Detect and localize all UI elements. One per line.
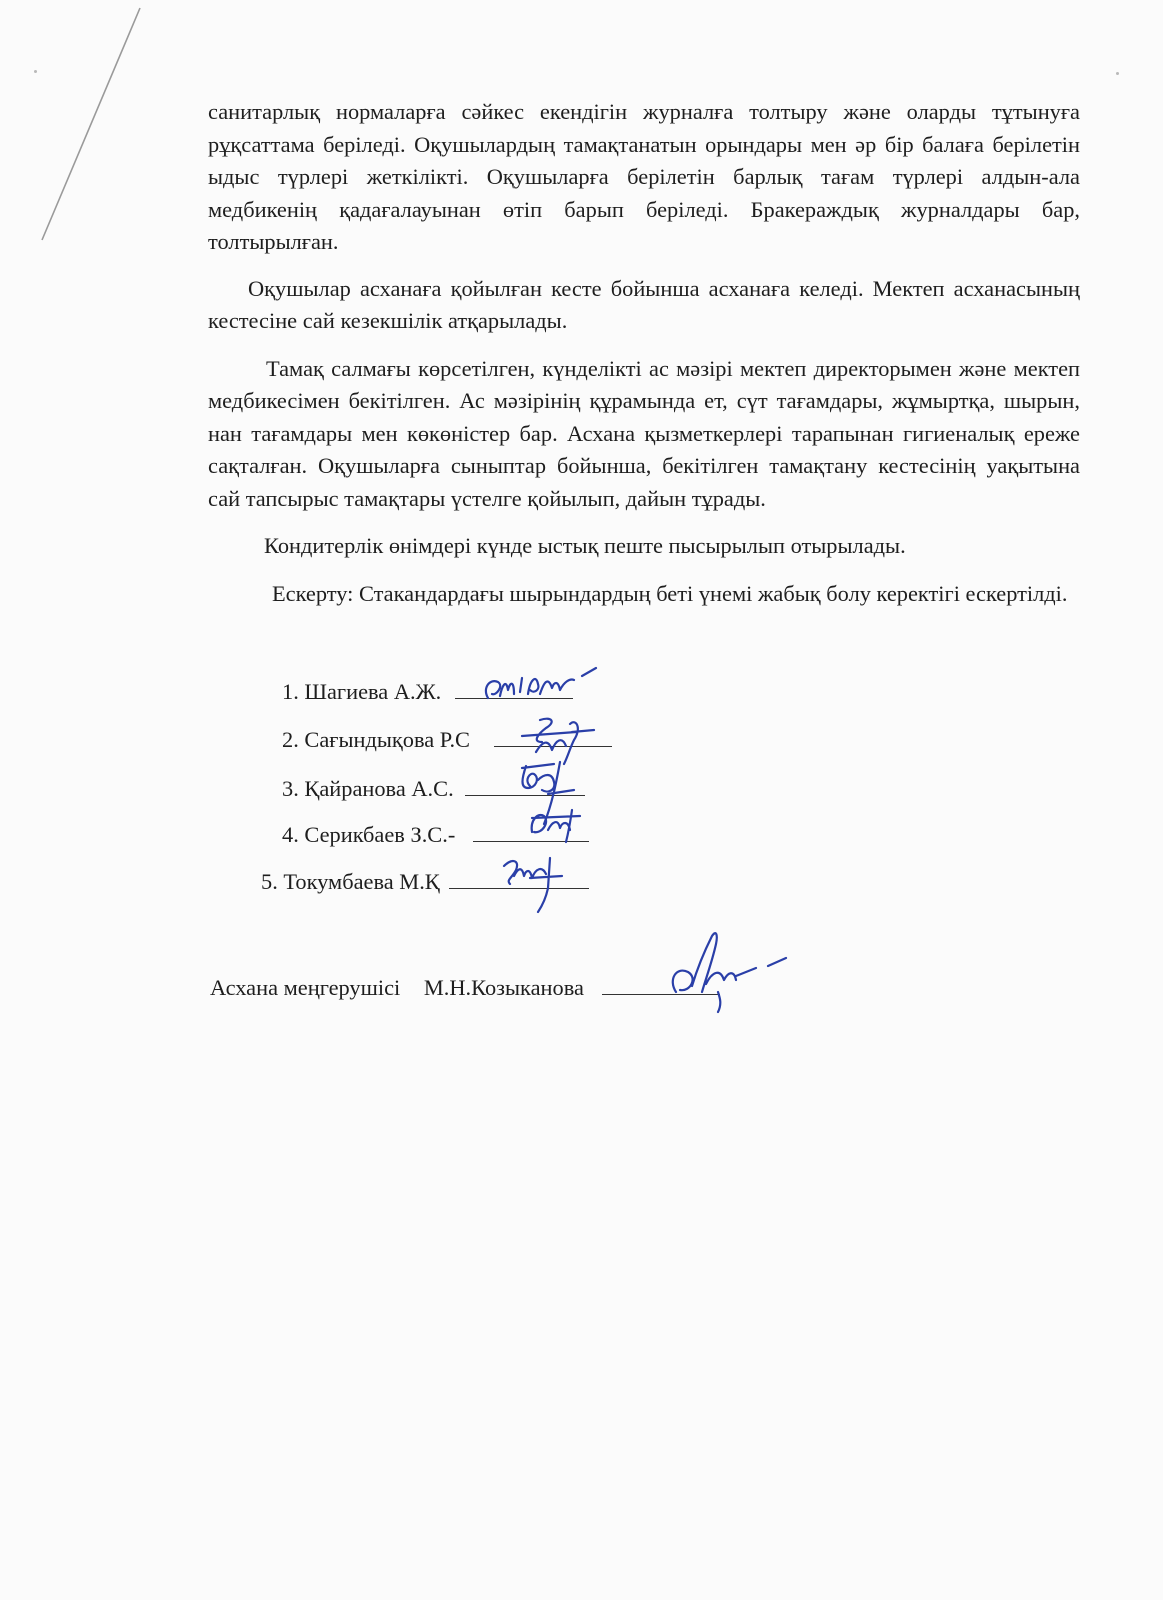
scan-artifact-line bbox=[0, 0, 200, 260]
scan-dot bbox=[34, 70, 37, 73]
head-signature-row bbox=[210, 972, 720, 1002]
signature-4 bbox=[520, 800, 600, 850]
signature-1 bbox=[478, 660, 608, 710]
paragraph-4: Кондитерлік өнімдері күнде ыстық пеште пысырылып отырылады. bbox=[264, 533, 906, 558]
paragraph-5: Ескерту: Стакандардағы шырындардың беті үнемі жабық болу керектігі ескертілді. bbox=[272, 580, 1068, 606]
member-name: 1. Шагиева А.Ж. bbox=[282, 679, 442, 704]
head-name: М.Н.Козыканова bbox=[423, 975, 584, 1000]
member-name: 5. Токумбаева М.Қ bbox=[261, 869, 440, 894]
scan-dot bbox=[1116, 72, 1119, 75]
member-name: 3. Қайранова А.С. bbox=[282, 776, 454, 801]
paragraph-2: Оқушылар асханаға қойылған кесте бойынша асханаға келеді. Мектеп асханасының кестесіне сай кезекшілік атқарылады. bbox=[208, 275, 1080, 333]
paragraph-3: Тамақ салмағы көрсетілген, күнделікті ас мәзірі мектеп директорымен және мектеп медбикесімен бекітілген. Ас мәзірінің құрамында ет, сүт тағамдары, жұмыртқа, шырын, нан тағамдары мен көкөністер бар. Асхана қызметкерлері тарапынан гигиеналық ереже сақталған. Оқушыларға сыныптар бойынша, бекітілген тамақтану кестесінің уақытына сай тапсырыс тамақтары үстелге қойылып, дайын тұрады. bbox=[208, 355, 1080, 511]
member-name: 2. Сағындықова Р.С bbox=[282, 727, 470, 752]
head-role: Асхана меңгерушісі bbox=[210, 975, 401, 1000]
paragraph-1: санитарлық нормаларға сәйкес екендігін журналға толтыру және оларды тұтынуға рұқсаттама беріледі. Оқушылардың тамақтанатын орындары мен әр бір балаға берілетін ыдыс түрлері жеткілікті. Оқушыларға берілетін барлық тағам түрлері алдын-ала медбикенің қадағалауынан өтіп барып беріледі. Бракераждық журналдары бар, толтырылған. bbox=[208, 99, 1080, 254]
member-name: 4. Серикбаев З.С.- bbox=[282, 822, 456, 847]
signature-head bbox=[662, 922, 802, 1018]
signature-5 bbox=[496, 848, 576, 918]
document-body bbox=[208, 96, 1080, 610]
